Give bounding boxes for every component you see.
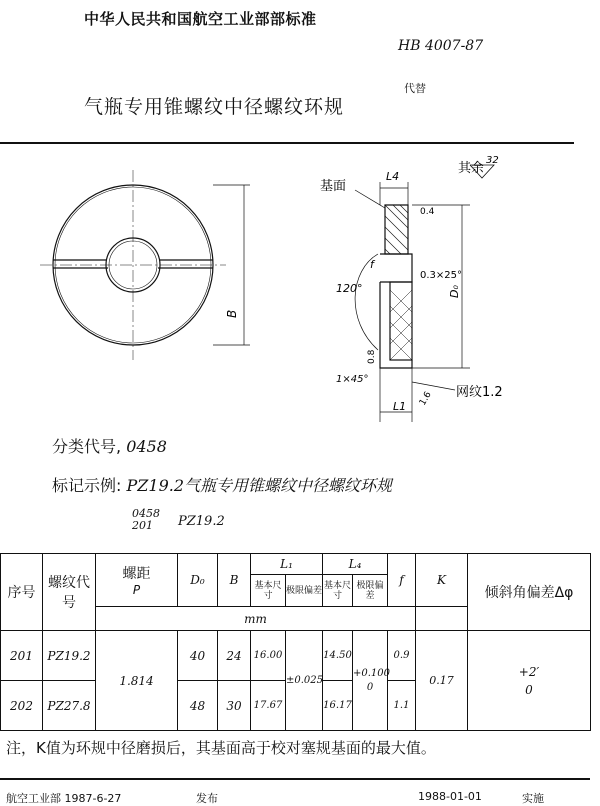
section-view bbox=[355, 165, 494, 422]
cell-tilt-lower: 0 bbox=[525, 682, 533, 697]
classification-line: 分类代号, 0458 bbox=[52, 437, 167, 456]
cell-l4-dev bbox=[353, 631, 391, 731]
cell-seq: 201 bbox=[1, 631, 43, 681]
dim-l4-label: L4 bbox=[386, 170, 400, 183]
marking-bottom: 201 bbox=[132, 519, 153, 532]
header-l4: L₄ bbox=[323, 554, 388, 575]
footer-rule bbox=[0, 778, 590, 780]
roughness-value: 32 bbox=[486, 155, 499, 166]
cell-d0: 40 bbox=[178, 631, 218, 681]
l4-dimension bbox=[380, 182, 408, 205]
cell-code: PZ19.2 bbox=[43, 631, 96, 681]
roughness-other-label: 其余 bbox=[458, 161, 485, 176]
cell-k: 0.17 bbox=[416, 631, 468, 731]
roughness-16: 1.6 bbox=[417, 390, 434, 408]
cell-b: 24 bbox=[218, 631, 251, 681]
footer-effective-label: 实施 bbox=[522, 792, 544, 805]
cell-f: 1.1 bbox=[388, 681, 416, 731]
cell-tilt bbox=[468, 631, 591, 731]
classification-value: 0458 bbox=[126, 437, 167, 456]
angle-label: 120° bbox=[336, 282, 363, 295]
cell-l1: 17.67 bbox=[251, 681, 286, 731]
cell-pitch: 1.814 bbox=[96, 631, 178, 731]
cell-tilt-upper: +2′ bbox=[518, 664, 540, 679]
cell-l4-dev-upper: +0.100 bbox=[353, 667, 391, 679]
table-note: 注，K值为环规中径磨损后，其基面高于校对塞规基面的最大值。 bbox=[6, 739, 436, 757]
b-dimension-lines bbox=[213, 185, 250, 345]
cell-l1-dev: ±0.025 bbox=[286, 631, 323, 731]
header-l4-dev: 极限偏差 bbox=[353, 575, 388, 607]
header-l4-base: 基本尺寸 bbox=[323, 575, 353, 607]
footer-issue-label: 发布 bbox=[196, 792, 218, 805]
dim-d0-label: D₀ bbox=[448, 285, 461, 298]
datum-leader bbox=[355, 190, 385, 208]
marking-fraction bbox=[132, 508, 160, 532]
header-unit: mm bbox=[96, 607, 416, 631]
footer-effective-date: 1988-01-01 bbox=[418, 790, 482, 803]
header-pitch-symbol: P bbox=[132, 583, 141, 597]
chamfer-small-label: 0.3×25° bbox=[420, 270, 463, 281]
datum-label: 基面 bbox=[320, 179, 347, 194]
header-d0: D₀ bbox=[178, 554, 218, 607]
header-f: f bbox=[388, 554, 416, 607]
header-seq: 序号 bbox=[1, 554, 43, 631]
marking-top: 0458 bbox=[132, 507, 160, 520]
cell-l4: 16.17 bbox=[323, 681, 353, 731]
roughness-08: 0.8 bbox=[367, 349, 377, 364]
upper-section-hatch bbox=[385, 205, 408, 254]
cell-l4-dev-lower: 0 bbox=[366, 681, 374, 693]
replaces-label: 代替 bbox=[404, 82, 426, 95]
chamfer-label: 1×45° bbox=[336, 374, 369, 385]
knurl-leader bbox=[412, 382, 455, 390]
header-l1: L₁ bbox=[251, 554, 323, 575]
l1-dimension bbox=[380, 368, 412, 422]
marking-code: PZ19.2 bbox=[178, 514, 225, 529]
dim-f-label: f bbox=[370, 258, 374, 271]
header-l1-dev: 极限偏差 bbox=[286, 575, 323, 607]
knurled-band bbox=[390, 282, 412, 360]
marking-example-value: PZ19.2气瓶专用锥螺纹中径螺纹环规 bbox=[126, 476, 393, 495]
specification-table bbox=[0, 553, 591, 731]
bore-thread-step bbox=[380, 254, 412, 282]
standard-number: HB 4007-87 bbox=[398, 38, 484, 54]
table-row bbox=[1, 631, 591, 681]
center-lines bbox=[40, 170, 226, 360]
document-title: 气瓶专用锥螺纹中径螺纹环规 bbox=[84, 96, 345, 118]
dim-b-label: B bbox=[225, 309, 239, 318]
dim-l1-label: L1 bbox=[393, 400, 407, 413]
cell-code: PZ27.8 bbox=[43, 681, 96, 731]
angle-arc bbox=[355, 254, 378, 350]
header-pitch bbox=[96, 554, 178, 607]
cell-l4: 14.50 bbox=[323, 631, 353, 681]
header-code: 螺纹代号 bbox=[43, 554, 96, 631]
header-rule bbox=[0, 142, 574, 144]
header-pitch-label: 螺距 bbox=[122, 566, 151, 582]
standard-issuer-title: 中华人民共和国航空工业部部标准 bbox=[84, 10, 317, 28]
technical-drawing bbox=[0, 150, 600, 430]
header-k: K bbox=[416, 554, 468, 607]
cell-f: 0.9 bbox=[388, 631, 416, 681]
roughness-04: 0.4 bbox=[420, 207, 435, 217]
cell-d0: 48 bbox=[178, 681, 218, 731]
knurl-pattern bbox=[390, 290, 412, 360]
cell-seq: 202 bbox=[1, 681, 43, 731]
knurl-label: 网纹1.2 bbox=[456, 385, 503, 400]
footer-issuer: 航空工业部 1987-6-27 bbox=[6, 792, 122, 805]
d0-dimension bbox=[412, 205, 470, 368]
header-l1-base: 基本尺寸 bbox=[251, 575, 286, 607]
header-tilt: 倾斜角偏差Δφ bbox=[468, 554, 591, 631]
cell-b: 30 bbox=[218, 681, 251, 731]
cell-l1: 16.00 bbox=[251, 631, 286, 681]
classification-label: 分类代号 bbox=[52, 437, 117, 456]
marking-example-label: 标记示例 bbox=[52, 476, 117, 495]
marking-example-line: 标记示例: PZ19.2气瓶专用锥螺纹中径螺纹环规 bbox=[52, 476, 393, 495]
header-b: B bbox=[218, 554, 251, 607]
